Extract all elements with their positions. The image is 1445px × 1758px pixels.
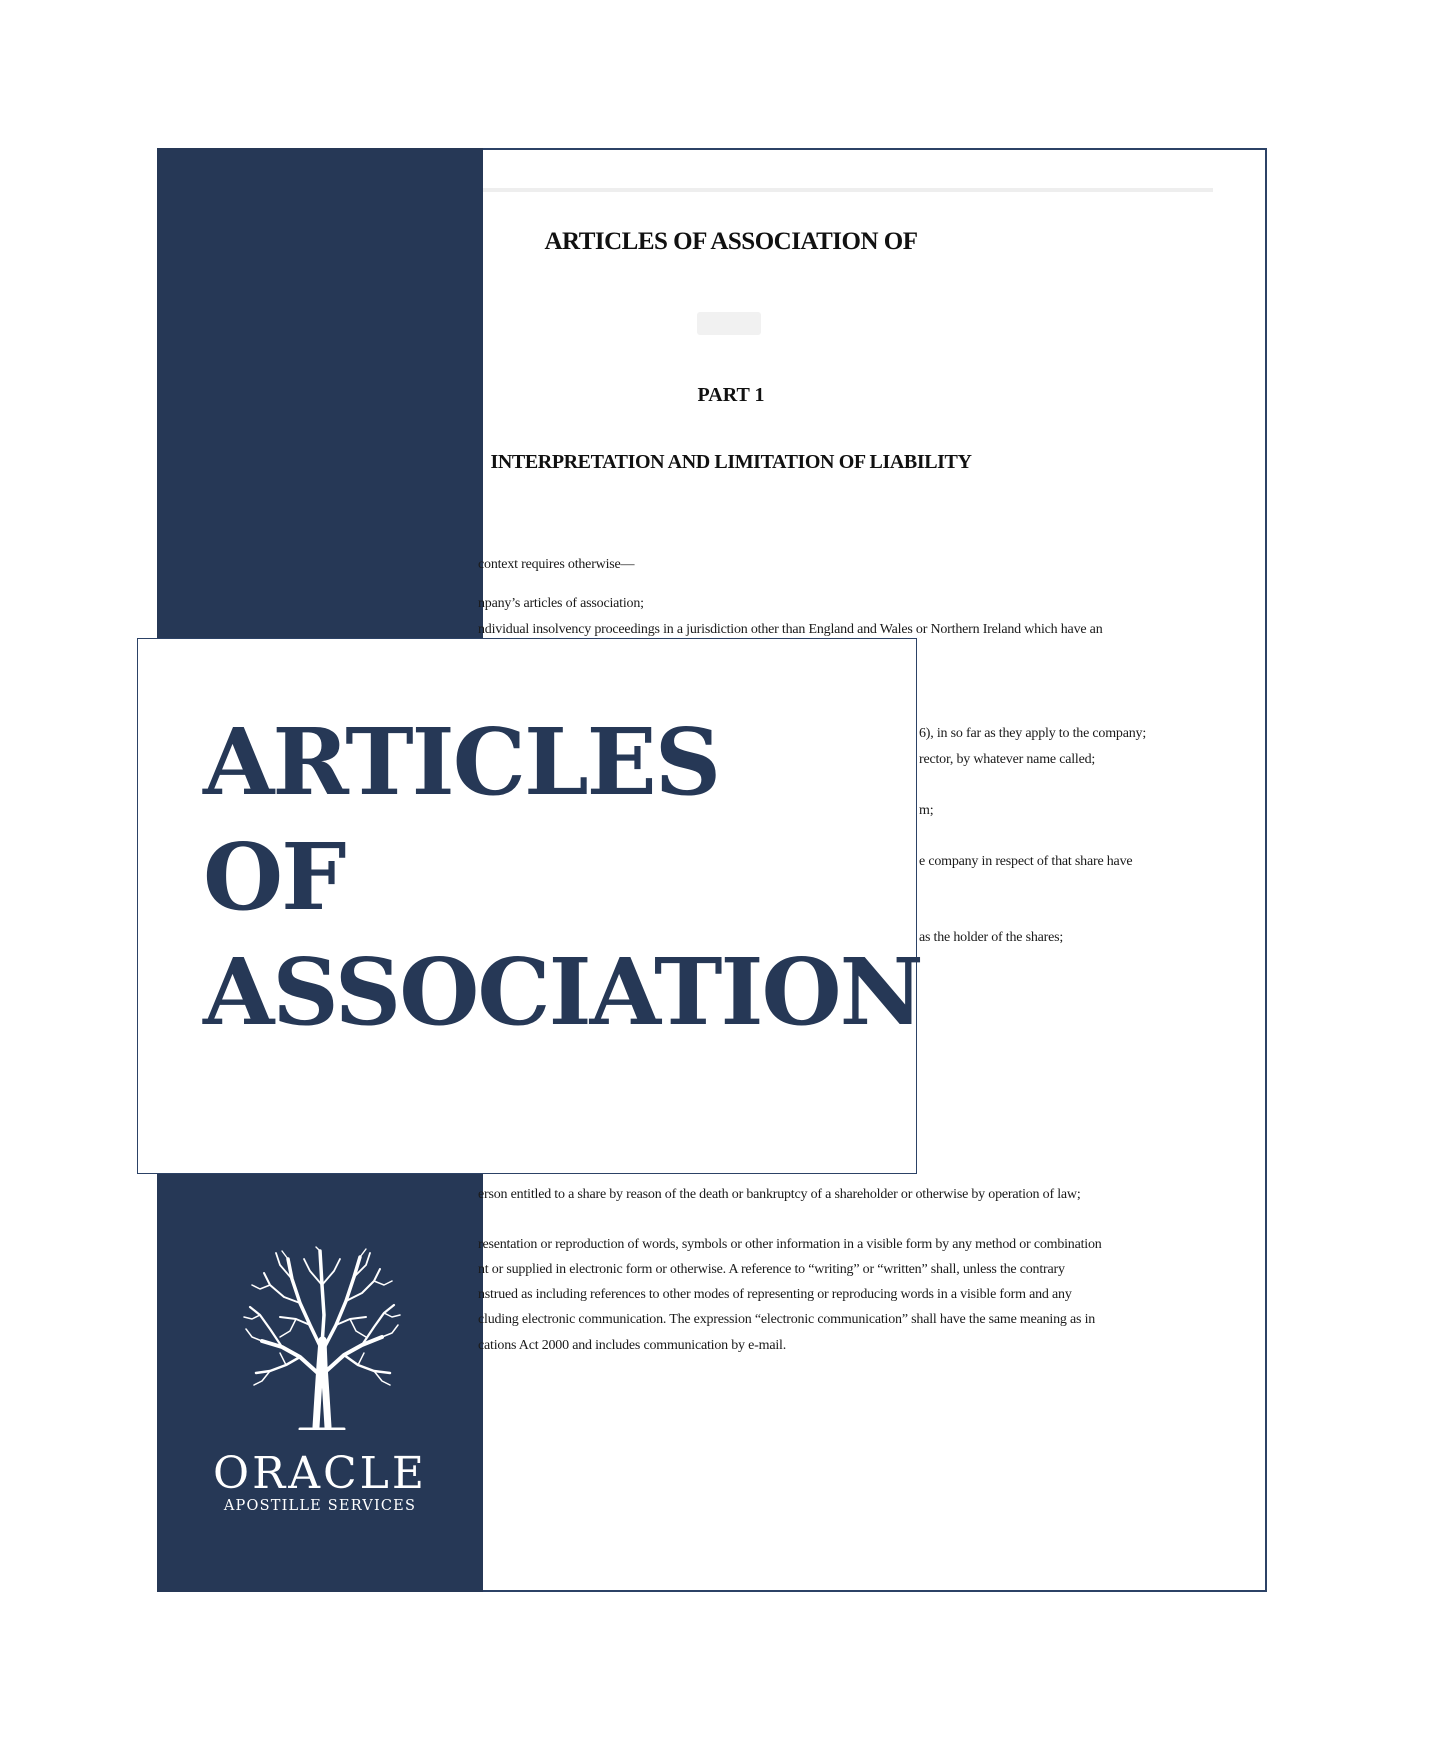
- brand-tagline: APOSTILLE SERVICES: [223, 1498, 417, 1514]
- body-line: context requires otherwise—: [478, 557, 635, 572]
- cover-title-line: ARTICLES: [203, 708, 720, 816]
- body-line: npany’s articles of association;: [478, 596, 644, 611]
- body-line: cations Act 2000 and includes communication by e-mail.: [478, 1338, 787, 1353]
- redacted-company-name: [697, 312, 761, 335]
- cover-title-line: ASSOCIATION: [203, 938, 922, 1046]
- part-subheading: INTERPRETATION AND LIMITATION OF LIABILITY: [490, 451, 972, 473]
- body-line: cluding electronic communication. The expression “electronic communication” shall have the same meaning as in: [478, 1312, 1096, 1327]
- body-line: nstrued as including references to other modes of representing or reproducing words in a visible form and any: [478, 1287, 1072, 1302]
- document-title: ARTICLES OF ASSOCIATION OF: [544, 228, 918, 255]
- body-line: erson entitled to a share by reason of the death or bankruptcy of a shareholder or otherwise by operation of law;: [478, 1187, 1081, 1202]
- tree-icon: [240, 1245, 404, 1430]
- cover-title: [203, 705, 922, 1050]
- body-line: 6), in so far as they apply to the company;: [919, 726, 1147, 741]
- page-top-edge: [483, 188, 1213, 192]
- body-line: e company in respect of that share have: [919, 854, 1133, 869]
- body-line: as the holder of the shares;: [919, 930, 1064, 945]
- cover-title-line: OF: [203, 823, 345, 931]
- body-line: m;: [919, 803, 934, 818]
- body-line: ndividual insolvency proceedings in a jurisdiction other than England and Wales or Northern Ireland which have an: [478, 622, 1103, 637]
- part-heading: PART 1: [697, 384, 765, 406]
- body-line: nt or supplied in electronic form or otherwise. A reference to “writing” or “written” shall, unless the contrary: [478, 1262, 1065, 1277]
- brand-name: ORACLE: [213, 1448, 427, 1499]
- body-line: resentation or reproduction of words, symbols or other information in a visible form by any method or combination: [478, 1237, 1102, 1252]
- body-line: rector, by whatever name called;: [919, 752, 1096, 767]
